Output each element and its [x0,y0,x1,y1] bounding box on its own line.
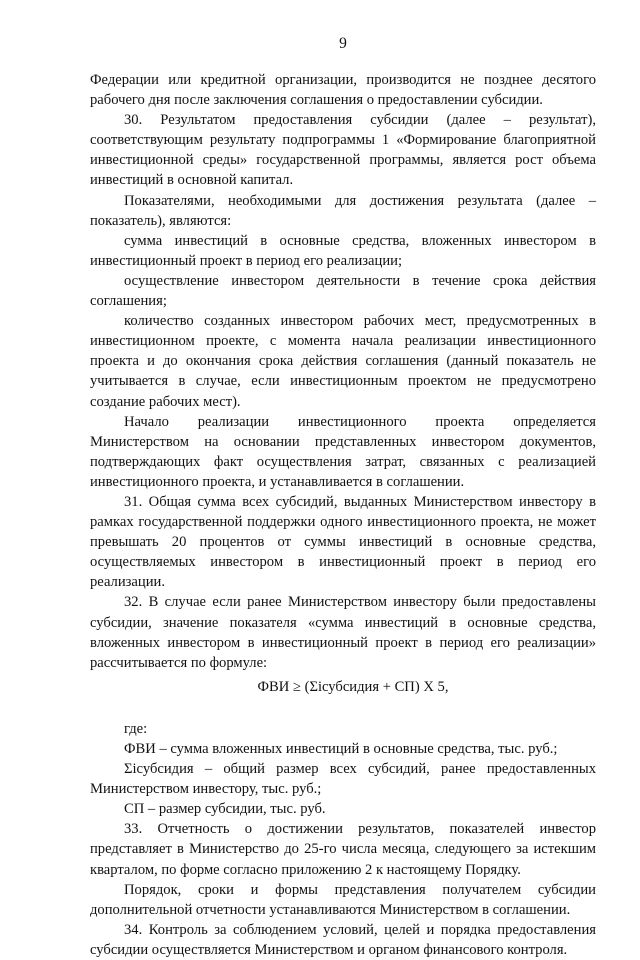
paragraph-34: 34. Контроль за соблюдением условий, целей и порядка предоставления субсидии осуществляется Министерством и органом финансового контроля. [90,921,596,958]
definition-subsidy-sum: Σiсубсидия – общий размер всех субсидий, ранее предоставленных Министерством инвестору, тыс. руб.; [90,761,596,798]
document-page [90,34,596,958]
definition-sp: СП – размер субсидии, тыс. руб. [124,801,326,818]
paragraph-indicator-activity: осуществление инвестором деятельности в течение срока действия соглашения; [90,272,596,310]
paragraph-31: 31. Общая сумма всех субсидий, выданных Министерством инвестору в рамках государственной поддержки одного инвестиционного проекта, не может превышать 20 процентов от суммы инвестиций в основные средства, осуществляемых инвестором в инвестиционный проект в период его реализации. [90,493,596,591]
paragraph-33: 33. Отчетность о достижении результатов, показателей инвестор представляет в Министерство до 25-го числа месяца, следующего за истекшим кварталом, по форме согласно приложению 2 к настоящему Порядку. [90,821,596,878]
page-number: 9 [339,35,347,52]
definition-where: где: [124,720,148,737]
paragraph-indicator-investment-sum: сумма инвестиций в основные средства, вложенных инвестором в инвестиционный проект в период его реализации; [90,232,596,269]
paragraph-indicators-intro: Показателями, необходимыми для достижения результата (далее – показатель), являются: [90,192,596,229]
paragraph-continuation: Федерации или кредитной организации, производится не позднее десятого рабочего дня после заключения соглашения о предоставлении субсидии. [90,72,596,109]
formula: ФВИ ≥ (Σiсубсидия + СП) Х 5, [257,678,449,695]
paragraph-32: 32. В случае если ранее Министерством инвестору были предоставлены субсидии, значение показателя «сумма инвестиций в основные средства, вложенных инвестором в инвестиционный проект в период его реализации» рассчитывается по формуле: [90,594,596,671]
paragraph-30: 30. Результатом предоставления субсидии (далее – результат), соответствующим результату подпрограммы 1 «Формирование благоприятной инвестиционной среды» государственной программы, является рост объема инвестиций в основной капитал. [90,112,596,189]
paragraph-project-start: Начало реализации инвестиционного проекта определяется Министерством на основании представленных инвестором документов, подтверждающих факт осуществления затрат, связанных с реализацией инвестиционного проекта, и устанавливается в соглашении. [90,413,596,490]
paragraph-additional-reporting: Порядок, сроки и формы представления получателем субсидии дополнительной отчетности устанавливаются Министерством в соглашении. [90,881,596,918]
paragraph-indicator-jobs: количество созданных инвестором рабочих мест, предусмотренных в инвестиционном проекте, с момента начала реализации инвестиционного проекта и до окончания срока действия соглашения (данный показатель не учитывается в случае, если инвестиционным проектом не предусмотрено создание рабочих мест). [90,313,596,410]
definition-fvi: ФВИ – сумма вложенных инвестиций в основные средства, тыс. руб.; [124,741,558,757]
